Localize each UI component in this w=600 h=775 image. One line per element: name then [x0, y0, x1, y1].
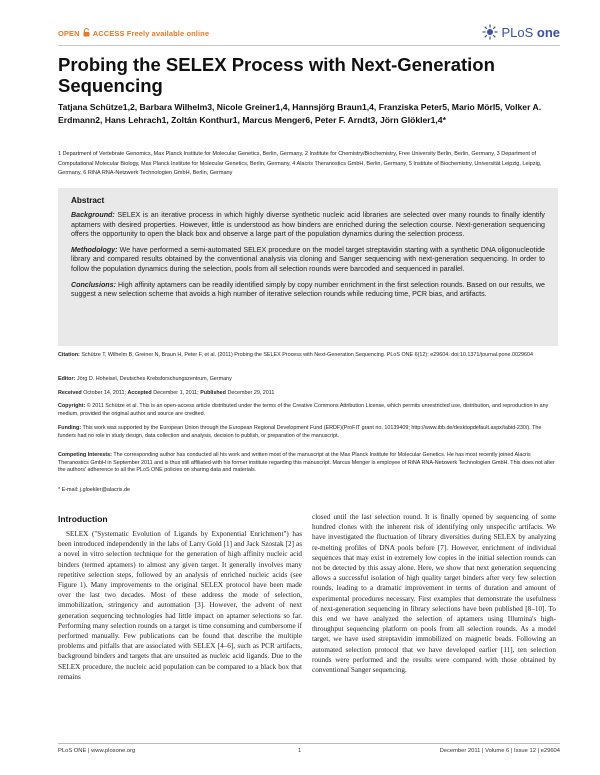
email-block [58, 487, 558, 495]
copyright-text: © 2011 Schütze et al. This is an open-access article distributed under the terms of the Creative Commons Attribution License, which permits unrestricted use, distribution, and reproduction in any medium, provided the original author and source are credited. [58, 403, 549, 417]
funding-block [58, 425, 558, 440]
footer-page-number: 1 [298, 748, 302, 754]
published-date: December 29, 2011 [227, 390, 275, 396]
conclusions-label: Conclusions: [71, 280, 116, 289]
received-label: Received [58, 390, 82, 396]
plos-logo-word: PLoS one [501, 24, 560, 40]
footer-journal: PLoS ONE | www.plosone.org [58, 748, 136, 754]
accepted-label: Accepted [127, 390, 152, 396]
page-footer [58, 743, 560, 757]
editor-block [58, 376, 558, 384]
methodology-label: Methodology: [71, 245, 118, 254]
competing-text: The corresponding author has conducted all his work and written most of the manuscript at the Max Planck Institute for Molecular Genetics. He has most recently joined Alacris Theranostics GmbH in September 2011 and is thus still affiliated with his former institute regarding this manuscript. Marcus Menger is employee of RiNA RNA-Netzwerk Technologien GmbH. This does not alter the authors' adherence to all the PLoS ONE policies on sharing data and materials. [58, 452, 555, 474]
abstract-box [58, 188, 558, 346]
copyright-block [58, 403, 558, 418]
footer-issue: December 2011 | Volume 6 | Issue 12 | e29604 [439, 748, 560, 754]
background-label: Background: [71, 211, 115, 219]
accepted-date: December 1, 2011; [153, 390, 199, 396]
plos-sun-icon [482, 24, 498, 40]
editor-label: Editor: [58, 376, 76, 382]
abstract-methodology [71, 246, 545, 275]
citation-label: Citation: [58, 352, 80, 358]
competing-interests-block [58, 452, 558, 475]
competing-label: Competing Interests: [58, 452, 112, 458]
email-label: * E-mail: [58, 487, 79, 493]
copyright-label: Copyright: [58, 403, 86, 409]
open-access-label [58, 28, 209, 39]
editor-text: Jörg D. Hoheisel, Deutsches Krebsforschungszentrum, Germany [76, 376, 232, 382]
introduction-heading: Introduction [58, 514, 108, 524]
email-link[interactable]: j.gloekler@alacris.de [79, 487, 130, 493]
open-access-word: OPEN [58, 29, 80, 38]
methodology-text: We have performed a semi-automated SELEX procedure on the model target streptavidin starting with a synthetic DNA oligonucleotide library and compared results obtained by the conventional analysis via cloning and Sanger sequencing with next-generation sequencing. In order to follow the population dynamics during the selection, pools from all selection rounds were barcoded and sequenced in parallel. [71, 245, 545, 273]
citation-block [58, 352, 558, 360]
received-date: October 14, 2011; [83, 390, 126, 396]
conclusions-text: High affinity aptamers can be readily identified simply by copy number enrichment in the first selection rounds. Based on our results, we suggest a new selection scheme that avoids a high number of iterative selection rounds while reducing time, PCR bias, and artifacts. [71, 280, 545, 299]
freely-available-text: ACCESS Freely available online [92, 29, 210, 38]
plos-one-logo [482, 24, 560, 40]
abstract-heading: Abstract [71, 196, 105, 205]
funding-label: Funding: [58, 425, 82, 431]
journal-header [58, 24, 560, 46]
author-names: Tatjana Schütze1,2, Barbara Wilhelm3, Nicole Greiner1,4, Hannsjörg Braun1,4, Franziska Peter5, Mario Mörl5, Volker A. Erdmann2, Hans Lehrach1, Zoltán Konthur1, Marcus Menger6, Peter F. Arndt3, Jörn Glökler1,4* [58, 102, 542, 125]
intro-right-column: closed until the last selection round. It is finally opened by sequencing of some hundred clones with the inherent risk of identifying only unspecific artifacts. We have investigated the fluctuation of library diversities during SELEX by analyzing re-melting profiles of DNA pools before [7]. However, enrichment of individual sequences that may exist in extremely low copies in the initial selection rounds can not be detected by this assay alone. Here, we show that next generation sequencing allows a successful isolation of high quality target binders after very few selection rounds, leading to a dramatic improvement in terms of duration and amount of experimental procedures necessary. First examples that demonstrate the usefulness of next-generation sequencing in library selections have been published [8–10]. To this end we have analyzed the selection of aptamers using Illumina's high-throughput sequencing platform on pools from all selection rounds. As a model target, we have used streptavidin immobilized on magnetic beads. Following an automated selection protocol that we have developed earlier [11], ten selection rounds were performed and the results were compared with those obtained by conventional Sanger sequencing. [312, 513, 556, 675]
citation-text: Schütze T, Wilhelm B, Greiner N, Braun H, Peter F, et al. (2011) Probing the SELEX Process with Next-Generation Sequencing. PLoS ONE 6(12): e29604. doi:10.1371/journal.pone.0029604 [81, 352, 534, 358]
abstract-conclusions [71, 281, 545, 300]
article-title: Probing the SELEX Process with Next-Generation Sequencing [58, 54, 495, 96]
background-text: SELEX is an iterative process in which highly diverse synthetic nucleic acid libraries are selected over many rounds to finally identify aptamers with desired properties. However, little is understood as how binders are enriched during the selection course. Next-generation sequencing offers the opportunity to open the black box and observe a large part of the population dynamics during the selection process. [71, 211, 545, 239]
published-label: Published [200, 390, 226, 396]
funding-text: This work was supported by the European Union through the European Regional Development Fund (ERDF)(ProFIT grant no. 10139409; http://www.ibb.de/desktopdefault.aspx/tabid-230/). The funders had no role in study design, data collection and analysis, decision to publish, or preparation of the manuscript. [58, 425, 542, 439]
dates-block [58, 390, 558, 398]
intro-left-column: SELEX ("Systematic Evolution of Ligands by Exponential Enrichment") has been introduced independently in the labs of Larry Gold [1] and Jack Szostak [2] as a novel in vitro selection technique for the generation of high affinity nucleic acid binders (termed aptamers) to almost any given target. It generally involves many repetitive selection steps, followed by an analysis of enriched nucleic acids (see Figure 1). Many improvements to the original SELEX protocol have been made over the last two decades. Most of these address the mode of selection, immobilization, stringency and automation [3]. However, the advent of next generation sequencing technologies had little impact on aptamer selections so far. Performing many selection rounds on a target is time consuming and cumbersome if performed manually. Few publications can be found that describe the multiple problems and pitfalls that are associated with SELEX [4–6], such as PCR artifacts, background binders and targets that are unsuited as nucleic acid ligands. Due to the SELEX procedure, the nucleic acid population can be compared to a black box that remains [58, 530, 302, 681]
affiliations: 1 Department of Vertebrate Genomics, Max Planck Institute for Molecular Genetics, Berlin, Germany, 2 Institute for Chemistry/Biochemistry, Free University Berlin, Berlin, Germany, 3 Department of Computational Molecular Biology, Max Planck Institute for Molecular Genetics, Berlin, Germany, 4 Alacris Theranostics GmbH, Berlin, Germany, 5 Institute of Biochemistry, Universität Leipzig, Leipzig, Germany, 6 RiNA RNA-Netzwerk Technologien GmbH, Berlin, Germany [58, 151, 542, 176]
open-lock-icon [83, 28, 90, 39]
author-list [58, 101, 558, 126]
abstract-background [71, 211, 545, 240]
